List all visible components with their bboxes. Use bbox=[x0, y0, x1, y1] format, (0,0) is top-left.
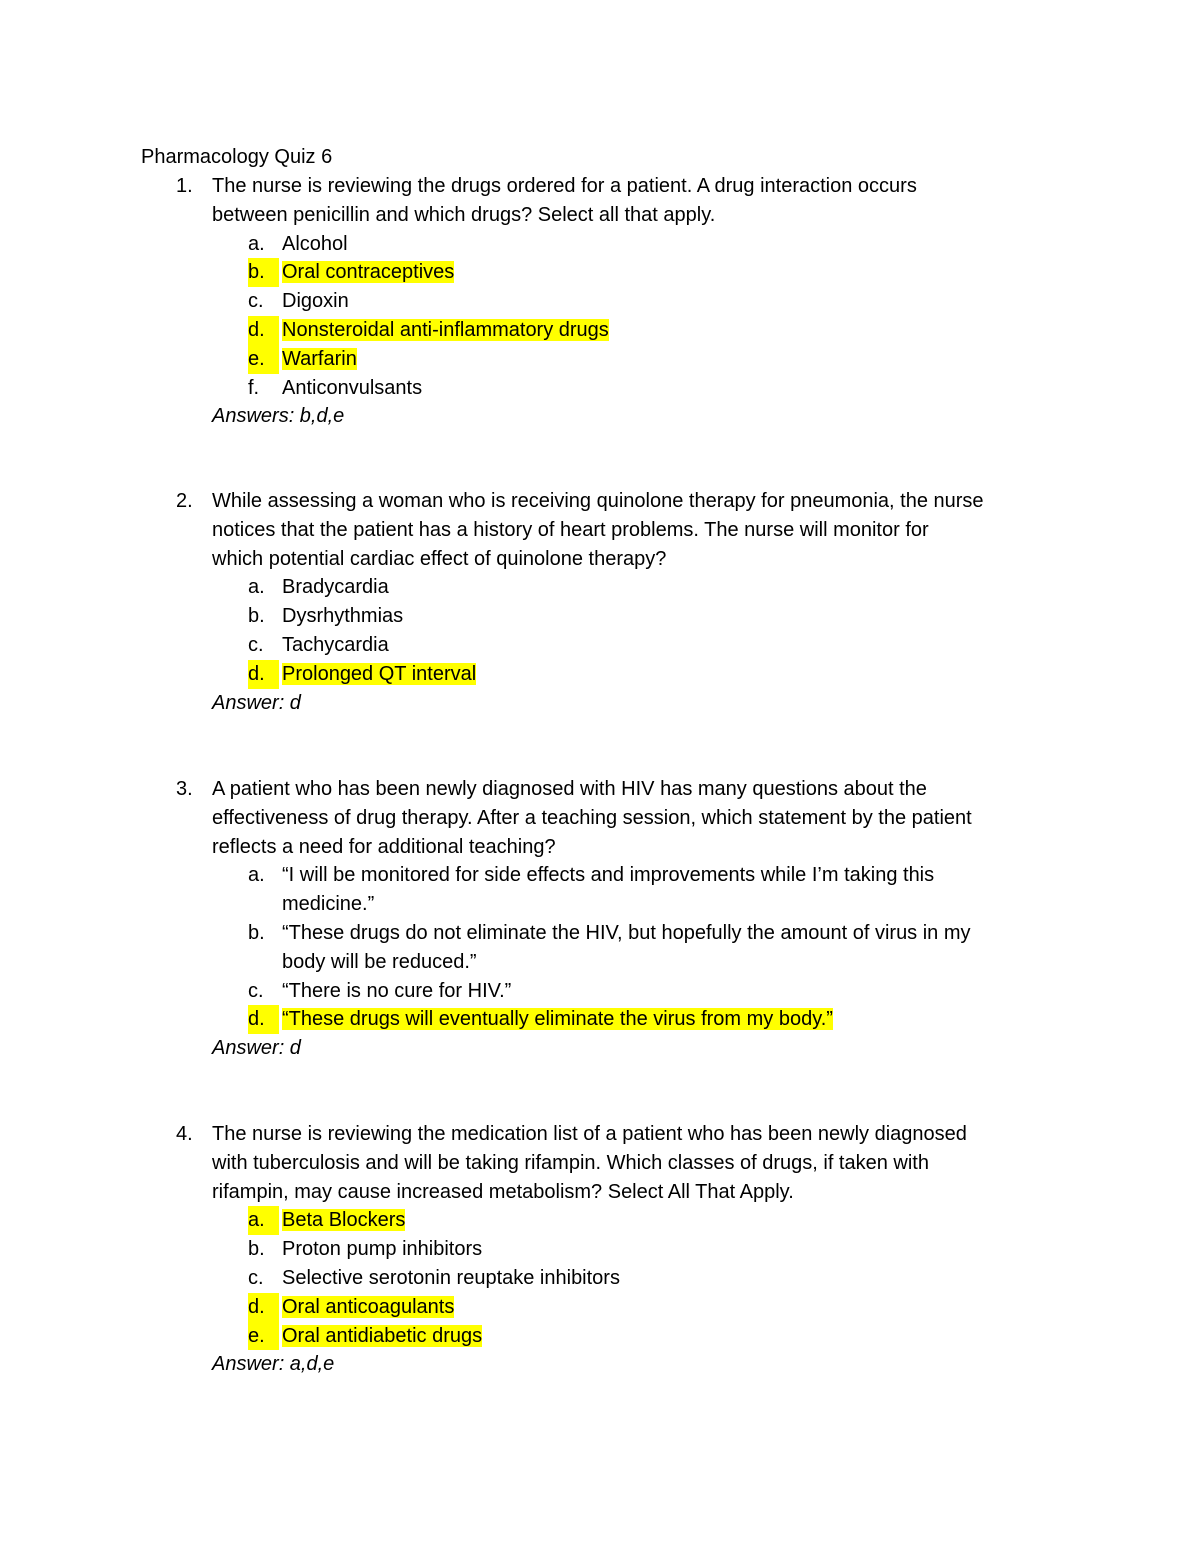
answer-key: Answer: d bbox=[212, 1037, 301, 1060]
option-letter: f. bbox=[248, 376, 260, 399]
option-text-line: Tachycardia bbox=[282, 633, 389, 656]
option-text-line: “There is no cure for HIV.” bbox=[282, 979, 512, 1002]
question-text-line: notices that the patient has a history of heart problems. The nurse will monitor for bbox=[212, 518, 929, 541]
option-letter: a. bbox=[248, 576, 265, 599]
option bbox=[212, 1235, 1056, 1264]
option-letter: c. bbox=[248, 633, 264, 656]
document-title: Pharmacology Quiz 6 bbox=[141, 146, 333, 168]
option-text bbox=[282, 258, 1056, 287]
option-text bbox=[282, 1235, 1056, 1264]
question-text-line: A patient who has been newly diagnosed with HIV has many questions about the bbox=[212, 778, 927, 800]
option-letter: d. bbox=[248, 1005, 279, 1034]
option bbox=[212, 861, 1056, 919]
option-text bbox=[282, 374, 1056, 403]
question-text bbox=[212, 775, 1056, 861]
option-text-line: medicine.” bbox=[282, 893, 375, 916]
option bbox=[212, 977, 1056, 1006]
question-number: 3. bbox=[176, 778, 193, 800]
question-2 bbox=[176, 487, 1056, 717]
option-letter: d. bbox=[248, 1293, 279, 1322]
option-letter: b. bbox=[248, 258, 279, 287]
option-text bbox=[282, 1293, 1056, 1322]
option-letter: b. bbox=[248, 1238, 265, 1261]
option-text-line: “These drugs do not eliminate the HIV, but hopefully the amount of virus in my bbox=[282, 921, 971, 944]
option-highlighted bbox=[212, 316, 1056, 345]
option-highlighted bbox=[212, 1293, 1056, 1322]
answer-key: Answer: d bbox=[212, 691, 301, 714]
question-number: 2. bbox=[176, 490, 193, 512]
option-text bbox=[282, 1322, 1056, 1351]
option-letter: a. bbox=[248, 1206, 279, 1235]
answer-key: Answers: b,d,e bbox=[212, 405, 345, 428]
question-3 bbox=[176, 775, 1056, 1063]
option-letter: b. bbox=[248, 605, 265, 628]
option-text-line: Oral anticoagulants bbox=[282, 1295, 455, 1318]
option-highlighted bbox=[212, 258, 1056, 287]
question-text-line: While assessing a woman who is receiving quinolone therapy for pneumonia, the nurse bbox=[212, 490, 984, 512]
question-text bbox=[212, 172, 1056, 230]
answer-options bbox=[212, 861, 1056, 1034]
question-number: 1. bbox=[176, 175, 193, 197]
option-letter: e. bbox=[248, 1322, 279, 1351]
option-text bbox=[282, 602, 1056, 631]
option bbox=[212, 631, 1056, 660]
option bbox=[212, 573, 1056, 602]
option-text-line: “These drugs will eventually eliminate the virus from my body.” bbox=[282, 1008, 833, 1031]
answer-options bbox=[212, 573, 1056, 688]
question-text-line: effectiveness of drug therapy. After a teaching session, which statement by the patient bbox=[212, 806, 972, 829]
option-highlighted bbox=[212, 660, 1056, 689]
option-highlighted bbox=[212, 1322, 1056, 1351]
question-text-line: rifampin, may cause increased metabolism? Select All That Apply. bbox=[212, 1180, 794, 1203]
option bbox=[212, 287, 1056, 316]
question-4 bbox=[176, 1120, 1056, 1379]
option-text bbox=[282, 345, 1056, 374]
question-text-line: between penicillin and which drugs? Select all that apply. bbox=[212, 203, 716, 226]
option bbox=[212, 1264, 1056, 1293]
option-highlighted bbox=[212, 1206, 1056, 1235]
option-text-line: Bradycardia bbox=[282, 576, 389, 599]
option-text-line: Alcohol bbox=[282, 232, 348, 255]
option-text-line: Digoxin bbox=[282, 290, 349, 313]
option bbox=[212, 919, 1056, 977]
option-text bbox=[282, 573, 1056, 602]
option-letter: b. bbox=[248, 921, 265, 944]
option-text bbox=[282, 287, 1056, 316]
option-letter: c. bbox=[248, 979, 264, 1002]
option-highlighted bbox=[212, 1005, 1056, 1034]
option-text bbox=[282, 861, 1056, 919]
option-text bbox=[282, 660, 1056, 689]
option-letter: c. bbox=[248, 290, 264, 313]
option bbox=[212, 230, 1056, 259]
option-text bbox=[282, 1206, 1056, 1235]
option-text bbox=[282, 230, 1056, 259]
option bbox=[212, 602, 1056, 631]
question-text-line: with tuberculosis and will be taking rifampin. Which classes of drugs, if taken with bbox=[212, 1151, 929, 1174]
option-letter: d. bbox=[248, 316, 279, 345]
option-text-line: Oral contraceptives bbox=[282, 261, 455, 284]
option-text bbox=[282, 1005, 1056, 1034]
option-text-line: Dysrhythmias bbox=[282, 605, 404, 628]
option bbox=[212, 374, 1056, 403]
option-text bbox=[282, 1264, 1056, 1293]
option-text-line: Anticonvulsants bbox=[282, 376, 423, 399]
option-text-line: Prolonged QT interval bbox=[282, 662, 477, 685]
option-letter: a. bbox=[248, 232, 265, 255]
option-text-line: Oral antidiabetic drugs bbox=[282, 1324, 483, 1347]
option-text-line: Warfarin bbox=[282, 347, 357, 370]
option-text-line: Selective serotonin reuptake inhibitors bbox=[282, 1266, 620, 1289]
question-text bbox=[212, 487, 1056, 573]
question-1 bbox=[176, 172, 1056, 431]
option-text-line: “I will be monitored for side effects and improvements while I’m taking this bbox=[282, 864, 935, 887]
option-text-line: Beta Blockers bbox=[282, 1209, 406, 1232]
option-highlighted bbox=[212, 345, 1056, 374]
option-text-line: body will be reduced.” bbox=[282, 950, 477, 973]
question-text bbox=[212, 1120, 1056, 1206]
question-text-line: which potential cardiac effect of quinolone therapy? bbox=[212, 547, 667, 570]
option-letter: a. bbox=[248, 864, 265, 887]
answer-options bbox=[212, 230, 1056, 403]
option-letter: d. bbox=[248, 660, 279, 689]
question-text-line: The nurse is reviewing the medication list of a patient who has been newly diagnosed bbox=[212, 1123, 967, 1145]
option-text bbox=[282, 316, 1056, 345]
question-number: 4. bbox=[176, 1123, 193, 1145]
option-text-line: Proton pump inhibitors bbox=[282, 1238, 483, 1261]
option-text bbox=[282, 919, 1056, 977]
question-text-line: reflects a need for additional teaching? bbox=[212, 835, 556, 858]
option-letter: e. bbox=[248, 345, 279, 374]
option-text-line: Nonsteroidal anti-inflammatory drugs bbox=[282, 318, 609, 341]
answer-key: Answer: a,d,e bbox=[212, 1353, 335, 1376]
option-letter: c. bbox=[248, 1266, 264, 1289]
question-text-line: The nurse is reviewing the drugs ordered for a patient. A drug interaction occurs bbox=[212, 175, 917, 197]
option-text bbox=[282, 977, 1056, 1006]
answer-options bbox=[212, 1206, 1056, 1350]
option-text bbox=[282, 631, 1056, 660]
